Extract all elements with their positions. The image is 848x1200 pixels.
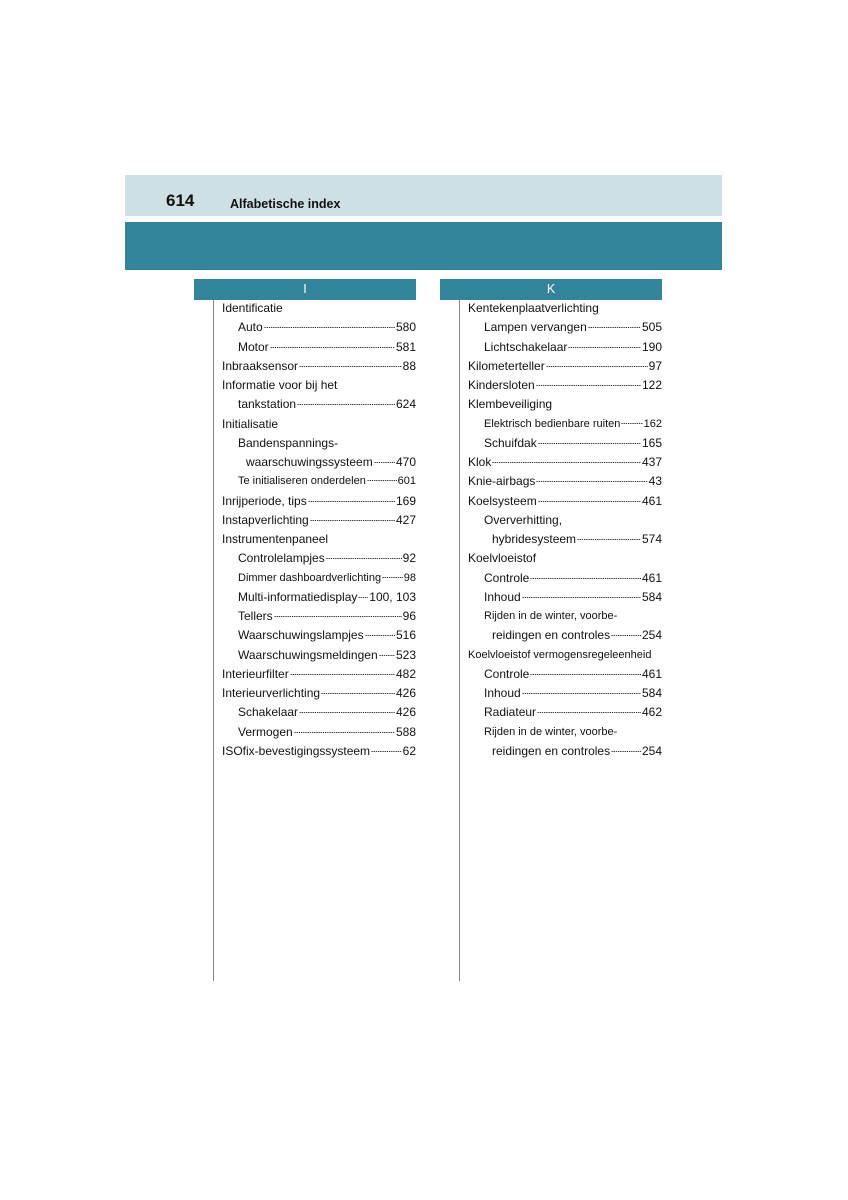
index-entry	[222, 318, 416, 337]
dot-leader	[530, 674, 641, 675]
entry-label: Klok	[468, 455, 492, 469]
index-entry	[222, 684, 416, 703]
dot-leader	[308, 501, 395, 502]
entry-page-number: 92	[402, 551, 416, 566]
entry-label: Tellers	[238, 609, 273, 623]
entry-label: Dimmer dashboardverlichting	[238, 571, 382, 584]
index-entry	[222, 723, 416, 742]
entry-label: Radiateur	[484, 705, 537, 720]
index-entry	[222, 376, 416, 395]
index-entry	[468, 646, 662, 665]
entry-label: Controle	[484, 666, 530, 681]
index-entry	[468, 415, 662, 434]
letter-heading-i: I	[194, 279, 416, 300]
entry-label: Vermogen	[238, 724, 293, 739]
entry-page-number: 254	[641, 628, 662, 643]
dot-leader	[611, 751, 641, 752]
dot-leader	[321, 693, 395, 694]
entry-page-number: 97	[648, 358, 662, 373]
dot-leader	[365, 635, 395, 636]
index-entry	[468, 626, 662, 645]
index-entry	[222, 742, 416, 761]
dot-leader	[358, 597, 368, 598]
dot-leader	[568, 347, 641, 348]
entry-label: tankstation	[238, 397, 297, 412]
dot-leader	[274, 616, 402, 617]
dot-leader	[270, 347, 395, 348]
entry-page-number: 584	[641, 686, 662, 700]
entry-page-number: 122	[641, 378, 662, 392]
index-entry	[222, 511, 416, 530]
index-entry	[468, 607, 662, 626]
entry-label: Rijden in de winter, voorbe-	[484, 610, 618, 622]
entry-page-number: 96	[402, 609, 416, 623]
entry-page-number: 100, 103	[369, 589, 416, 604]
entry-label: Waarschuwingsmeldingen	[238, 647, 378, 662]
entry-page-number: 523	[395, 647, 416, 662]
entry-label: reidingen en controles	[492, 743, 611, 758]
dot-leader	[536, 481, 647, 482]
entry-label: Inrijperiode, tips	[222, 493, 307, 508]
dot-leader	[297, 404, 395, 405]
entry-page-number: 580	[395, 320, 416, 335]
index-entry	[468, 357, 662, 376]
entry-page-number: 624	[395, 397, 416, 412]
entry-page-number: 505	[641, 320, 662, 335]
entry-label: Inhoud	[484, 686, 521, 700]
entry-label: Motor	[238, 339, 269, 354]
entry-page-number: 461	[641, 666, 662, 681]
entry-label: Rijden in de winter, voorbe-	[484, 725, 618, 738]
index-entry	[468, 569, 662, 588]
dot-leader	[299, 712, 395, 713]
index-entry	[468, 530, 662, 549]
entry-page-number: 254	[641, 743, 662, 758]
entry-label: Interieurverlichting	[222, 686, 321, 700]
column-rule	[459, 300, 460, 981]
entry-label: Multi-informatiedisplay	[238, 589, 358, 604]
index-entry	[222, 646, 416, 665]
index-entry	[468, 723, 662, 742]
index-column-i	[194, 279, 416, 758]
dot-leader	[290, 674, 395, 675]
index-entry	[222, 569, 416, 588]
entry-label: Schakelaar	[238, 705, 299, 720]
index-entry	[222, 607, 416, 626]
entry-label: Controle	[484, 570, 530, 585]
entry-page-number: 427	[395, 512, 416, 527]
dot-leader	[299, 366, 402, 367]
entry-label: Controlelampjes	[238, 551, 325, 566]
entry-label: reidingen en controles	[492, 628, 611, 643]
entry-label: Kilometerteller	[468, 358, 545, 373]
index-entry	[468, 549, 662, 568]
entry-label: Inbraaksensor	[222, 358, 299, 373]
entry-label: Te initialiseren onderdelen	[238, 475, 366, 488]
dot-leader	[536, 385, 641, 386]
entry-label: Initialisatie	[222, 416, 279, 431]
entry-page-number: 169	[395, 493, 416, 508]
entry-label: Koelvloeistof	[468, 551, 537, 566]
entry-page-number: 581	[395, 339, 416, 354]
dot-leader	[588, 327, 641, 328]
entry-list	[468, 299, 662, 761]
entry-page-number: 165	[641, 435, 662, 450]
entry-label: Oververhitting,	[484, 512, 563, 527]
chapter-band	[125, 222, 722, 270]
page-number: 614	[166, 191, 195, 210]
index-entry	[468, 703, 662, 722]
dot-leader	[492, 462, 641, 463]
dot-leader	[294, 732, 395, 733]
entry-page-number: 584	[641, 589, 662, 604]
entry-label: Lichtschakelaar	[484, 339, 568, 354]
index-entry	[222, 703, 416, 722]
entry-label: Schuifdak	[484, 435, 537, 450]
index-entry	[468, 588, 662, 607]
letter-heading-k: K	[440, 279, 662, 300]
index-entry	[468, 665, 662, 684]
dot-leader	[537, 712, 641, 713]
index-entry	[222, 549, 416, 568]
dot-leader	[546, 366, 648, 367]
index-entry	[222, 357, 416, 376]
entry-label: Koelvloeistof vermogensregeleenheid	[468, 648, 652, 661]
entry-page-number: 190	[641, 339, 662, 354]
entry-label: Knie-airbags	[468, 474, 536, 489]
entry-page-number: 426	[395, 705, 416, 720]
entry-label: ISOfix-bevestigingssysteem	[222, 743, 371, 758]
index-entry	[222, 338, 416, 357]
entry-label: Kindersloten	[468, 378, 535, 392]
entry-label: Klembeveiliging	[468, 397, 553, 412]
entry-page-number: 162	[643, 417, 662, 430]
dot-leader	[577, 539, 641, 540]
entry-page-number: 426	[395, 686, 416, 700]
entry-list	[222, 299, 416, 761]
dot-leader	[310, 520, 395, 521]
entry-page-number: 98	[403, 571, 416, 584]
index-entry	[222, 472, 416, 491]
index-entry	[222, 395, 416, 414]
entry-label: Instapverlichting	[222, 512, 309, 527]
index-entry	[222, 492, 416, 511]
entry-label: hybridesysteem	[492, 532, 577, 546]
section-title: Alfabetische index	[230, 197, 341, 211]
entry-label: Auto	[238, 320, 263, 335]
entry-page-number: 588	[395, 724, 416, 739]
index-entry	[222, 434, 416, 453]
index-entry	[468, 376, 662, 395]
entry-page-number: 461	[641, 570, 662, 585]
index-entry	[222, 530, 416, 549]
entry-page-number: 462	[641, 705, 662, 720]
dot-leader	[530, 578, 641, 579]
entry-page-number: 43	[648, 474, 662, 489]
entry-label: waarschuwingssysteem	[246, 455, 373, 469]
index-entry	[222, 415, 416, 434]
index-entry	[468, 684, 662, 703]
entry-page-number: 88	[402, 358, 416, 373]
index-entry	[468, 318, 662, 337]
header-band	[125, 175, 722, 216]
dot-leader	[522, 693, 641, 694]
entry-label: Bandenspannings-	[238, 435, 339, 450]
entry-label: Inhoud	[484, 589, 521, 604]
dot-leader	[367, 480, 397, 481]
index-entry	[468, 492, 662, 511]
dot-leader	[538, 443, 641, 444]
dot-leader	[538, 501, 641, 502]
dot-leader	[379, 655, 395, 656]
index-entry	[468, 338, 662, 357]
entry-label: Kentekenplaatverlichting	[468, 301, 599, 315]
dot-leader	[621, 423, 642, 424]
dot-leader	[382, 577, 403, 578]
index-entry	[222, 453, 416, 472]
dot-leader	[326, 558, 402, 559]
entry-page-number: 62	[402, 743, 416, 758]
index-entry	[222, 588, 416, 607]
index-entry	[468, 453, 662, 472]
entry-page-number: 601	[397, 475, 416, 488]
index-entry	[468, 395, 662, 414]
entry-page-number: 574	[641, 532, 662, 546]
index-entry	[222, 626, 416, 645]
entry-page-number: 437	[641, 455, 662, 469]
entry-label: Lampen vervangen	[484, 320, 587, 335]
dot-leader	[371, 751, 402, 752]
entry-page-number: 470	[395, 455, 416, 469]
entry-label: Instrumentenpaneel	[222, 532, 329, 546]
dot-leader	[374, 462, 395, 463]
index-entry	[468, 299, 662, 318]
dot-leader	[264, 327, 395, 328]
entry-label: Interieurfilter	[222, 666, 289, 681]
index-entry	[222, 299, 416, 318]
entry-page-number: 461	[641, 493, 662, 508]
index-column-k	[440, 279, 662, 758]
entry-page-number: 516	[395, 628, 416, 643]
index-entry	[222, 665, 416, 684]
entry-label: Elektrisch bedienbare ruiten	[484, 417, 621, 430]
index-entry	[468, 742, 662, 761]
entry-label: Identificatie	[222, 301, 283, 315]
entry-label: Waarschuwingslampjes	[238, 628, 364, 643]
dot-leader	[611, 635, 641, 636]
entry-label: Koelsysteem	[468, 493, 537, 508]
dot-leader	[522, 597, 641, 598]
entry-page-number: 482	[395, 666, 416, 681]
entry-label: Informatie voor bij het	[222, 378, 338, 392]
index-entry	[468, 434, 662, 453]
index-entry	[468, 472, 662, 491]
index-entry	[468, 511, 662, 530]
column-rule	[213, 300, 214, 981]
